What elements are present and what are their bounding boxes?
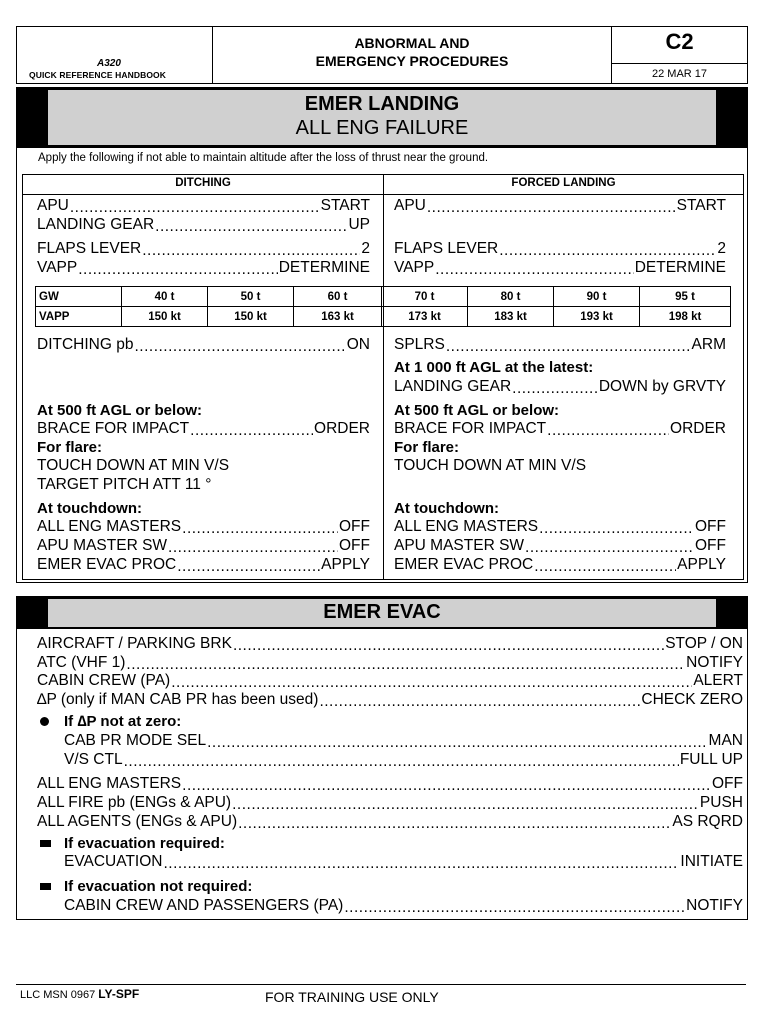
vapp-cell: 193 kt	[554, 307, 640, 327]
condition-heading: At touchdown:	[37, 500, 142, 517]
training-notice: FOR TRAINING USE ONLY	[265, 989, 439, 1005]
square-bullet-icon	[40, 883, 51, 890]
gw-cell: 50 t	[208, 287, 294, 307]
section-header	[48, 90, 716, 145]
vapp-cell: 150 kt	[208, 307, 294, 327]
section-header	[48, 599, 716, 627]
section-title: EMER LANDING	[304, 93, 460, 115]
footer-rule	[16, 984, 746, 985]
gw-cell: 95 t	[640, 287, 731, 307]
checklist-item: ALL ENG MASTERS ..... OFF	[37, 517, 370, 536]
checklist-item: LANDING GEAR ..... DOWN by GRVTY	[394, 377, 726, 396]
checklist-item: CABIN CREW (PA) ..... ALERT	[37, 671, 743, 690]
checklist-item: EMER EVAC PROC ..... APPLY	[394, 555, 726, 574]
vapp-table	[35, 286, 731, 327]
page-code-cell	[612, 27, 747, 83]
gw-label: GW	[36, 287, 122, 307]
checklist-item: BRACE FOR IMPACT ..... ORDER	[37, 419, 370, 438]
checklist-item: APU ..... START	[394, 196, 726, 215]
gw-cell: 90 t	[554, 287, 640, 307]
checklist-item: LANDING GEAR ..... UP	[37, 215, 370, 234]
checklist-item: APU MASTER SW ..... OFF	[394, 536, 726, 555]
checklist-item: VAPP ..... DETERMINE	[37, 258, 370, 277]
condition-heading: At 500 ft AGL or below:	[37, 402, 203, 419]
vapp-cell: 163 kt	[294, 307, 382, 327]
checklist-item: ∆P (only if MAN CAB PR has been used) ..... CHECK ZERO	[37, 690, 743, 709]
condition-heading: If evacuation not required:	[64, 878, 253, 895]
vapp-cell: 198 kt	[640, 307, 731, 327]
vapp-cell: 183 kt	[468, 307, 554, 327]
checklist-item: EMER EVAC PROC ..... APPLY	[37, 555, 370, 574]
footer-msn	[20, 987, 139, 1001]
forced-landing-header: FORCED LANDING	[511, 177, 616, 189]
condition-heading: For flare:	[394, 439, 460, 456]
instruction-text: TARGET PITCH ATT 11 °	[37, 476, 212, 493]
aircraft-registration: LY-SPF	[98, 987, 140, 1001]
condition-heading: At 1 000 ft AGL at the latest:	[394, 359, 594, 376]
condition-heading: If evacuation required:	[64, 835, 225, 852]
condition-heading: At touchdown:	[394, 500, 499, 517]
ditching-header: DITCHING	[175, 177, 231, 189]
checklist-item: ALL ENG MASTERS ..... OFF	[394, 517, 726, 536]
checklist-item: APU ..... START	[37, 196, 370, 215]
chapter-title-line2: EMERGENCY PROCEDURES	[315, 53, 509, 69]
aircraft-model: A320	[97, 58, 121, 69]
vapp-cell: 173 kt	[382, 307, 468, 327]
handbook-title: QUICK REFERENCE HANDBOOK	[29, 70, 166, 80]
vapp-label: VAPP	[36, 307, 122, 327]
section-subtitle: ALL ENG FAILURE	[295, 117, 469, 139]
gw-cell: 40 t	[122, 287, 208, 307]
gw-cell: 80 t	[468, 287, 554, 307]
table-row	[36, 307, 731, 327]
checklist-item: VAPP ..... DETERMINE	[394, 258, 726, 277]
handbook-cell	[17, 27, 213, 83]
gw-cell: 70 t	[382, 287, 468, 307]
table-row	[36, 287, 731, 307]
checklist-item: FLAPS LEVER ..... 2	[37, 239, 370, 258]
checklist-item: ALL ENG MASTERS ..... OFF	[37, 774, 743, 793]
revision-date: 22 MAR 17	[612, 63, 747, 83]
intro-text: Apply the following if not able to maintain altitude after the loss of thrust near the ground.	[38, 152, 489, 164]
condition-heading: If ∆P not at zero:	[64, 713, 182, 730]
column-divider	[383, 175, 384, 579]
msn-text: LLC MSN 0967	[20, 989, 96, 1001]
page-header	[16, 26, 748, 84]
instruction-text: TOUCH DOWN AT MIN V/S	[394, 457, 587, 474]
checklist-item: FLAPS LEVER ..... 2	[394, 239, 726, 258]
condition-heading: For flare:	[37, 439, 103, 456]
square-bullet-icon	[40, 840, 51, 847]
chapter-title-cell	[213, 27, 612, 83]
checklist-item: CAB PR MODE SEL ..... MAN	[64, 731, 743, 750]
checklist-item: ALL AGENTS (ENGs & APU) ..... AS RQRD	[37, 812, 743, 831]
checklist-item: BRACE FOR IMPACT ..... ORDER	[394, 419, 726, 438]
checklist-item: ATC (VHF 1) ..... NOTIFY	[37, 653, 743, 672]
condition-heading: At 500 ft AGL or below:	[394, 402, 560, 419]
vapp-cell: 150 kt	[122, 307, 208, 327]
page-code: C2	[665, 29, 694, 54]
checklist-item: APU MASTER SW ..... OFF	[37, 536, 370, 555]
checklist-item: CABIN CREW AND PASSENGERS (PA) ..... NOTIFY	[64, 896, 743, 915]
checklist-item: DITCHING pb ..... ON	[37, 335, 370, 354]
checklist-item: ALL FIRE pb (ENGs & APU) ..... PUSH	[37, 793, 743, 812]
chapter-title-line1: ABNORMAL AND	[354, 35, 470, 51]
checklist-item: AIRCRAFT / PARKING BRK ..... STOP / ON	[37, 634, 743, 653]
checklist-item: SPLRS ..... ARM	[394, 335, 726, 354]
gw-cell: 60 t	[294, 287, 382, 307]
section-title: EMER EVAC	[323, 601, 441, 623]
checklist-item: EVACUATION ..... INITIATE	[64, 852, 743, 871]
round-bullet-icon	[40, 717, 49, 726]
checklist-item: V/S CTL ..... FULL UP	[64, 750, 743, 769]
instruction-text: TOUCH DOWN AT MIN V/S	[37, 457, 230, 474]
